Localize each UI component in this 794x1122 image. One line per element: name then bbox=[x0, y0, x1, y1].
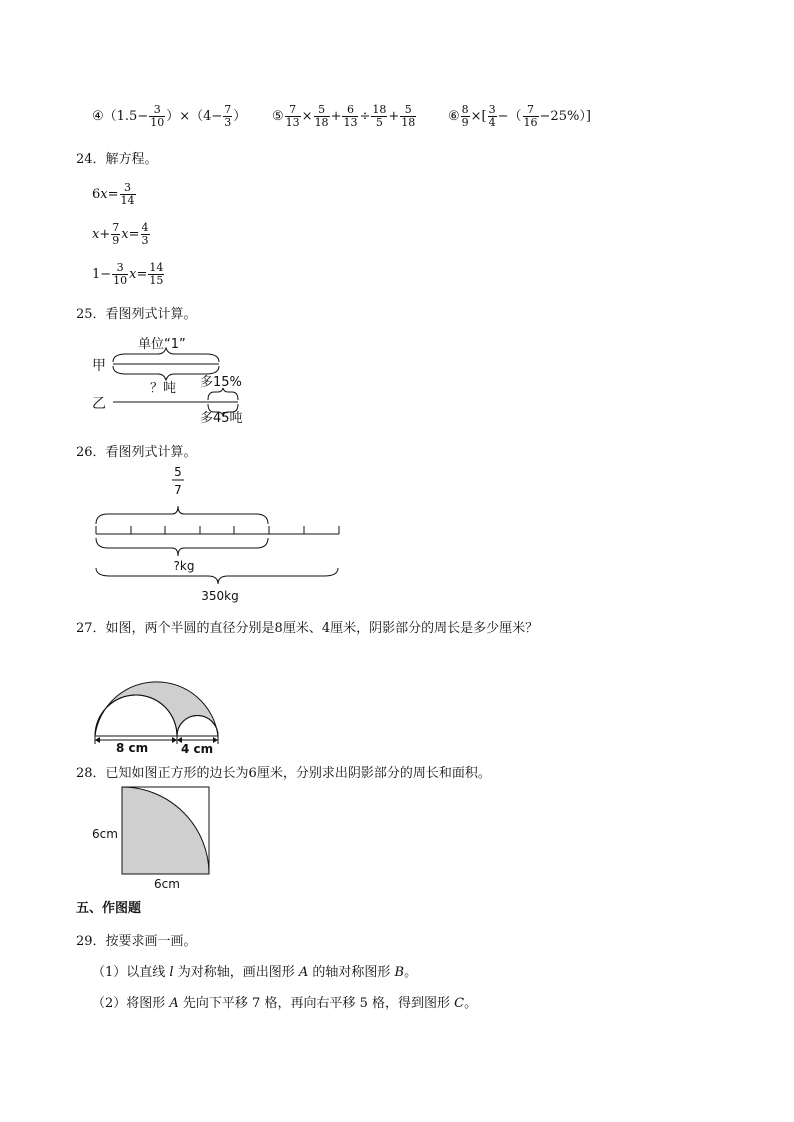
q28-side-bottom: 6cm bbox=[154, 877, 180, 891]
q29-title: 29．按要求画一画。 bbox=[76, 934, 197, 949]
q27-diagram bbox=[88, 664, 228, 758]
q26-brace-top bbox=[96, 506, 268, 524]
q26-brace-middle bbox=[96, 538, 268, 556]
q25-title: 25．看图列式计算。 bbox=[76, 307, 197, 322]
q29-part-1: （1）以直线 l 为对称轴，画出图形 A 的轴对称图形 B。 bbox=[92, 965, 418, 980]
q25-label-jia: 甲 bbox=[92, 358, 106, 374]
q23-expr-5: ⑤ $\frac{7}{13}$ × $\frac{5}{18}$ + $\frac{6}{13}$ ÷ $\frac{18}{5}$ + $\frac{5}{18}$ bbox=[272, 103, 416, 129]
q24-title: 24．解方程。 bbox=[76, 152, 158, 167]
q26-total: 350kg bbox=[201, 589, 239, 603]
q25-unit-one: 单位“1” bbox=[138, 337, 186, 352]
q28-title: 28．已知如图正方形的边长为6厘米，分别求出阴影部分的周长和面积。 bbox=[76, 766, 491, 781]
q25-label-yi: 乙 bbox=[92, 396, 106, 412]
q26-unknown: ?kg bbox=[173, 559, 195, 573]
q27-shaded-region bbox=[95, 682, 218, 736]
q26-frac-numerator: 5 bbox=[174, 465, 182, 479]
q28-side-left: 6cm bbox=[92, 827, 118, 841]
q24-equation-2: x+ $\frac{7}{9}$ x= $\frac{4}{3}$ bbox=[92, 221, 149, 247]
q26-brace-bottom bbox=[96, 568, 338, 584]
q25-more-pct: 多15% bbox=[200, 375, 242, 390]
q26-title: 26．看图列式计算。 bbox=[76, 445, 197, 460]
q27-label-8cm: 8 cm bbox=[116, 741, 149, 755]
q25-more-tons: 多45吨 bbox=[200, 411, 243, 425]
q27-label-4cm: 4 cm bbox=[181, 742, 214, 756]
q25-diagram bbox=[86, 330, 266, 425]
q26-ticks bbox=[96, 526, 339, 534]
q26-diagram bbox=[88, 462, 348, 607]
q27-title: 27．如图，两个半圆的直径分别是8厘米、4厘米，阴影部分的周长是多少厘米？ bbox=[76, 621, 539, 636]
q28-diagram bbox=[90, 784, 220, 894]
q26-frac-denominator: 7 bbox=[174, 483, 182, 497]
q29-part-2: （2）将图形 A 先向下平移 7 格，再向右平移 5 格，得到图形 C。 bbox=[92, 996, 478, 1011]
section-5-title: 五、作图题 bbox=[76, 901, 142, 916]
q24-equation-3: 1− $\frac{3}{10}$ x= $\frac{14}{15}$ bbox=[92, 261, 164, 287]
q24-equation-1: 6x= $\frac{3}{14}$ bbox=[92, 181, 135, 207]
q23-expr-6: ⑥ $\frac{8}{9}$ ×[ $\frac{3}{4}$ −（ $\frac{7}{16}$ −25%）] bbox=[448, 103, 591, 129]
q25-tons: ？吨 bbox=[150, 381, 177, 396]
q23-expr-4: ④（1.5− $\frac{3}{10}$ ）×（4− $\frac{7}{3}$ ） bbox=[92, 103, 247, 129]
